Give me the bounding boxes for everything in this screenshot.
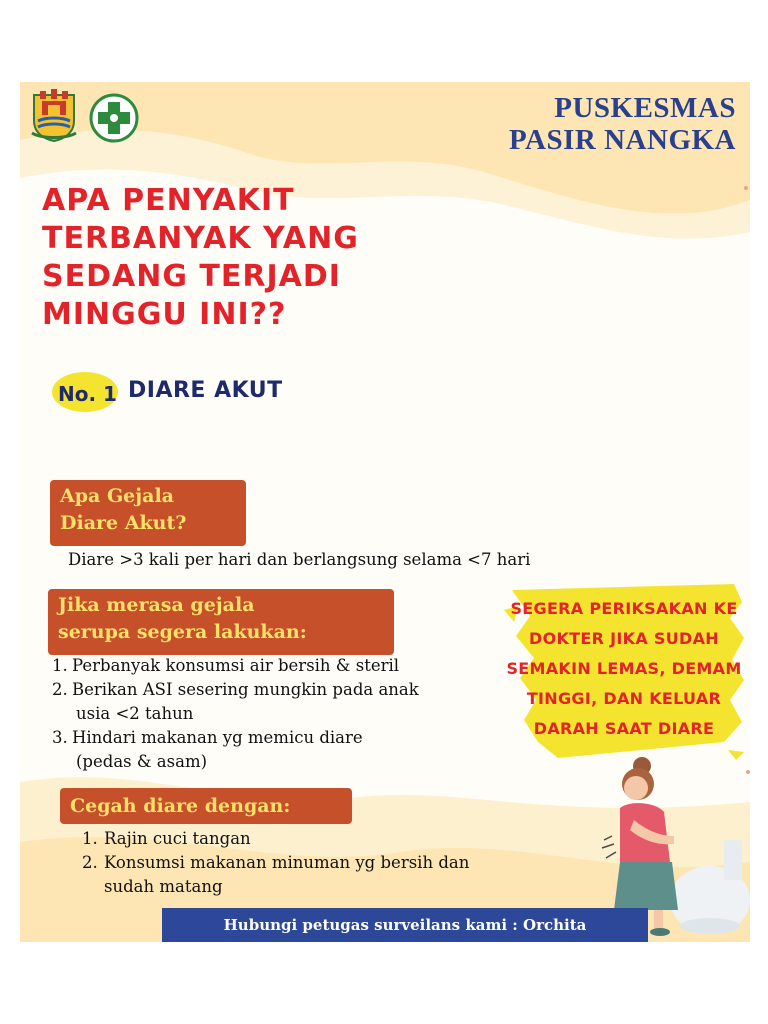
prevention-heading: Cegah diare dengan: [60, 788, 352, 824]
list-item-text: sudah matang [104, 877, 223, 896]
organization-name [509, 92, 736, 156]
list-item-continuation [52, 702, 419, 726]
list-item-text: Berikan ASI sesering mungkin pada anak [72, 680, 419, 699]
actions-heading [48, 589, 394, 655]
list-item [82, 827, 469, 851]
list-item [82, 851, 469, 875]
list-item-text: Hindari makanan yg memicu diare [72, 728, 363, 747]
rank-label: No. 1 [58, 382, 117, 406]
list-item-text: Konsumsi makanan minuman yg bersih dan [104, 853, 470, 872]
headline [42, 182, 359, 334]
warning-line-3: SEMAKIN LEMAS, DEMAM [506, 659, 742, 678]
disease-name: DIARE AKUT [128, 378, 283, 403]
warning-line-4: TINGGI, DAN KELUAR [526, 689, 722, 708]
list-item-text: usia <2 tahun [76, 704, 194, 723]
org-line-2: PASIR NANGKA [509, 124, 736, 156]
list-item-continuation [82, 875, 469, 899]
list-item-text: Rajin cuci tangan [104, 829, 251, 848]
list-item-text: Perbanyak konsumsi air bersih & steril [72, 656, 400, 675]
warning-line-5: DARAH SAAT DIARE [533, 719, 715, 738]
warning-line-1: SEGERA PERIKSAKAN KE [510, 599, 738, 618]
contact-bar: Hubungi petugas surveilans kami : Orchita (087804319680) [162, 908, 648, 942]
prevention-list [82, 827, 469, 899]
list-item-number: 2. [82, 853, 98, 872]
list-item-text: (pedas & asam) [76, 752, 208, 771]
symptoms-heading-line-2: Diare Akut? [60, 512, 187, 534]
symptoms-heading [50, 480, 246, 546]
symptoms-heading-line-1: Apa Gejala [60, 485, 174, 507]
actions-heading-line-1: Jika merasa gejala [58, 594, 255, 616]
poster [20, 82, 750, 968]
list-item [52, 654, 419, 678]
warning-line-2: DOKTER JIKA SUDAH [529, 629, 719, 648]
warning-text [504, 594, 744, 744]
health-cross-logo [88, 92, 140, 148]
headline-line-3: SEDANG TERJADI [42, 259, 341, 294]
headline-line-4: MINGGU INI?? [42, 297, 287, 332]
list-item [52, 726, 419, 750]
symptoms-text: Diare >3 kali per hari dan berlangsung selama <7 hari [68, 550, 531, 569]
org-line-1: PUSKESMAS [554, 92, 736, 124]
list-item-continuation [52, 750, 419, 774]
regional-crest-logo [28, 87, 80, 147]
list-item-number: 3. [52, 728, 68, 747]
actions-list [52, 654, 419, 774]
list-item-number: 1. [52, 656, 68, 675]
list-item-number: 2. [52, 680, 68, 699]
headline-line-2: TERBANYAK YANG [42, 221, 359, 256]
headline-line-1: APA PENYAKIT [42, 183, 295, 218]
actions-heading-line-2: serupa segera lakukan: [58, 621, 307, 643]
list-item-number: 1. [82, 829, 98, 848]
list-item [52, 678, 419, 702]
